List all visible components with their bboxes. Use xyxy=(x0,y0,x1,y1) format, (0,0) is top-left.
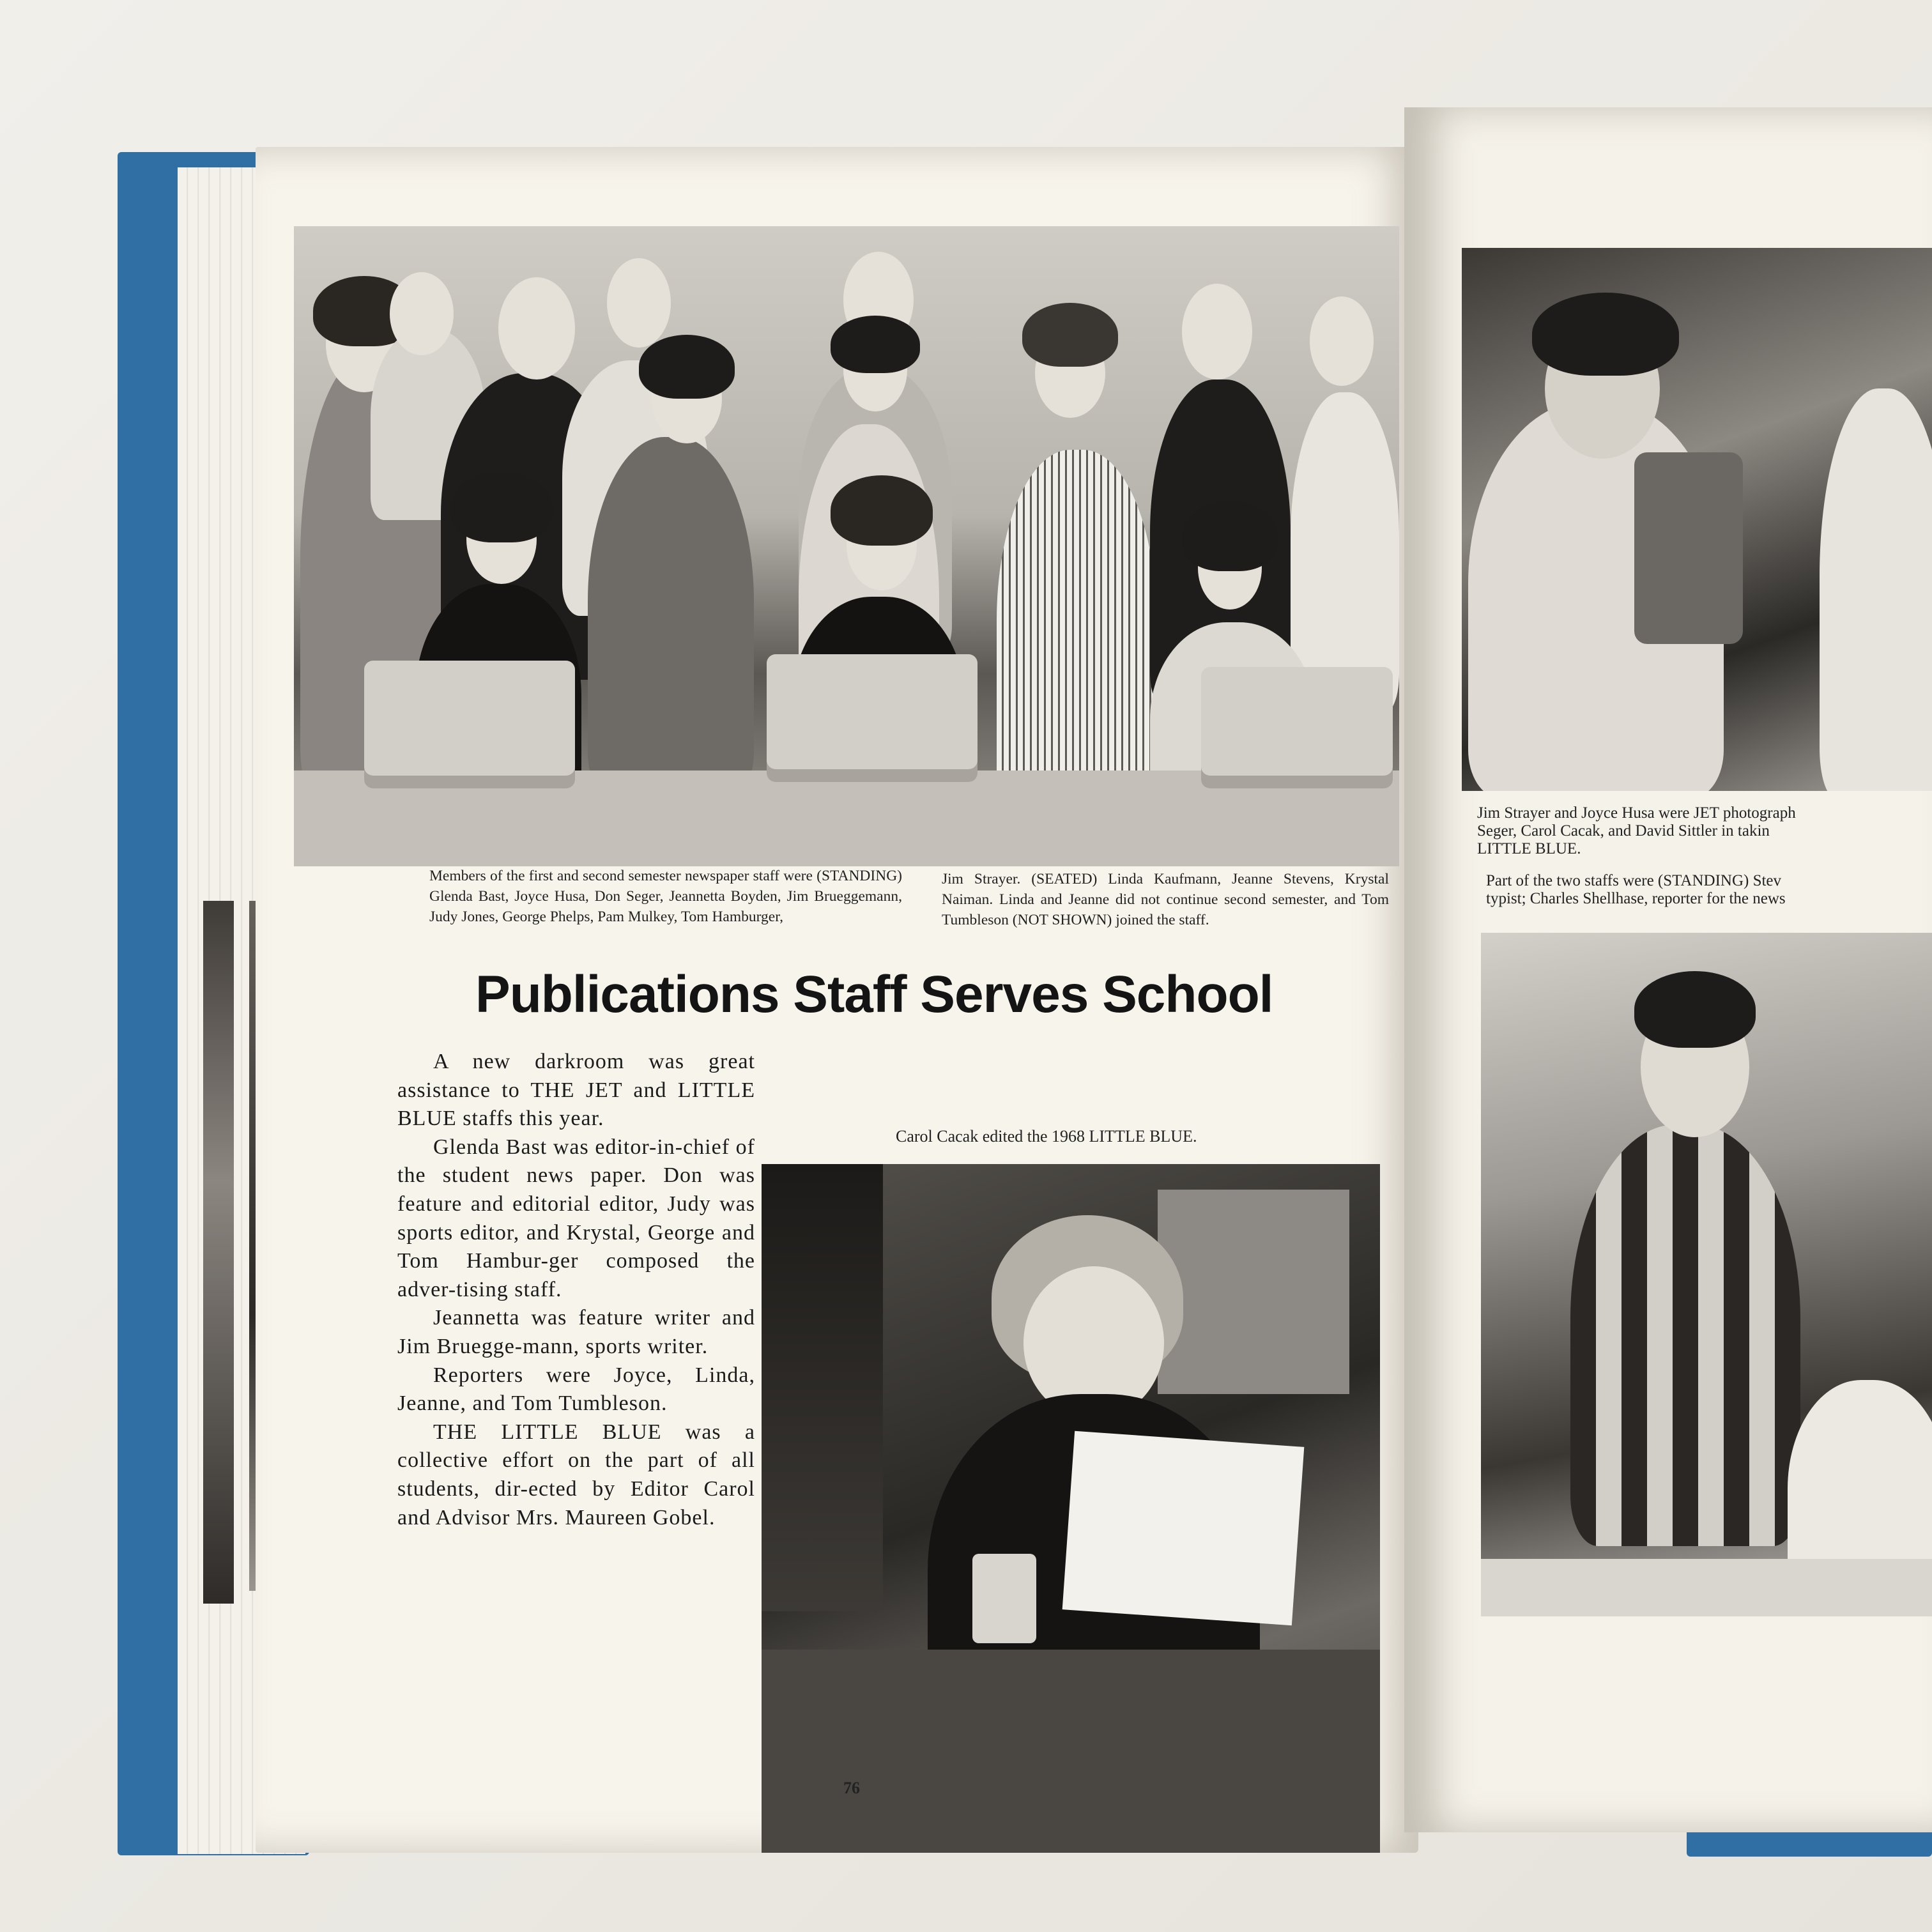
group-photo-caption-col2: Jim Strayer. (SEATED) Linda Kaufmann, Jeanne Stevens, Krystal Naiman. Linda and Jeanne did not continue second semester, and Tom Tumbleson (NOT SHOWN) joined the staff. xyxy=(942,871,1389,928)
desk xyxy=(762,1650,1380,1853)
article-body xyxy=(397,1048,755,1532)
typewriter xyxy=(364,661,575,788)
article-paragraph: A new darkroom was great assistance to THE JET and LITTLE BLUE staffs this year. xyxy=(397,1050,755,1131)
article-paragraph: Glenda Bast was editor-in-chief of the student news paper. Don was feature and editorial editor, Judy was sports editor, and Krystal, George and Tom Hambur-ger composed the adver-tising staff. xyxy=(397,1135,755,1301)
person-face xyxy=(390,272,454,355)
person-hair xyxy=(831,475,933,546)
page-edge-photo xyxy=(203,901,234,1604)
person-hair xyxy=(1022,303,1118,367)
article-paragraph: Reporters were Joyce, Linda, Jeanne, and Tom Tumbleson. xyxy=(397,1363,755,1416)
person-hair xyxy=(1182,501,1278,571)
photographers-photo xyxy=(1462,248,1932,791)
right-caption-line: Part of the two staffs were (STANDING) Stev xyxy=(1486,872,1782,889)
page-title: Publications Staff Serves School xyxy=(475,965,1273,1023)
ink-bottle xyxy=(972,1554,1036,1643)
bulletin-board xyxy=(1158,1190,1349,1394)
person-hair xyxy=(831,316,920,373)
person-hair xyxy=(639,335,735,399)
person-face xyxy=(607,258,671,348)
shelving xyxy=(762,1164,883,1611)
person-figure xyxy=(1291,392,1399,712)
staff-photo xyxy=(1481,933,1932,1616)
person-figure xyxy=(1820,388,1932,791)
desk xyxy=(1481,1559,1932,1616)
person-hair xyxy=(450,472,553,542)
article-paragraph: Jeannetta was feature writer and Jim Bruegge-mann, sports writer. xyxy=(397,1306,755,1358)
article-paragraph: THE LITTLE BLUE was a collective effort on the part of all students, dir-ected by Editor Carol and Advisor Mrs. Maureen Gobel. xyxy=(397,1420,755,1529)
paper-sheet xyxy=(1062,1431,1305,1625)
right-caption-line: LITTLE BLUE. xyxy=(1477,840,1581,857)
group-photo-caption-col1: Members of the first and second semester newspaper staff were (STANDING) Glenda Bast, Joyce Husa, Don Seger, Jeannetta Boyden, Jim Brueggemann, Judy Jones, George Phelps, Pam Mulkey, Tom Hamburger, xyxy=(429,868,902,925)
group-photo xyxy=(294,226,1399,866)
person-figure xyxy=(1570,1124,1800,1546)
editor-photo xyxy=(762,1164,1380,1853)
right-caption-line: Jim Strayer and Joyce Husa were JET photograph xyxy=(1477,804,1796,822)
page-number: 76 xyxy=(843,1779,860,1797)
typewriter xyxy=(767,654,977,782)
person-hair xyxy=(1532,293,1679,376)
right-caption-line: typist; Charles Shellhase, reporter for the news xyxy=(1486,890,1786,907)
person-figure xyxy=(997,450,1156,820)
person-face xyxy=(498,277,575,379)
camera xyxy=(1634,452,1743,644)
person-figure xyxy=(588,437,754,795)
editor-photo-caption: Carol Cacak edited the 1968 LITTLE BLUE. xyxy=(896,1127,1197,1146)
person-face xyxy=(1310,296,1374,386)
person-hair xyxy=(1634,971,1756,1048)
typewriter xyxy=(1201,667,1393,788)
right-caption-line: Seger, Carol Cacak, and David Sittler in takin xyxy=(1477,822,1770,839)
left-page xyxy=(256,147,1418,1853)
right-page xyxy=(1404,107,1932,1832)
person-face xyxy=(1182,284,1252,379)
